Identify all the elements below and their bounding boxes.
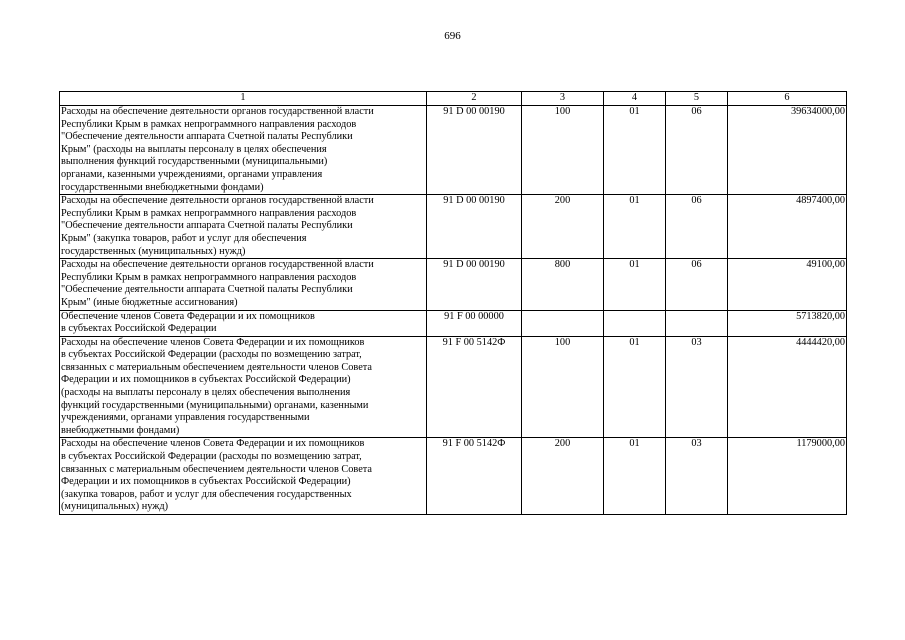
column-header-1: 1 — [60, 92, 427, 106]
row-target-code: 91 F 00 00000 — [427, 310, 522, 336]
row-target-code: 91 F 00 5142Ф — [427, 336, 522, 438]
table-row — [60, 106, 847, 195]
row-expense-type: 200 — [522, 195, 604, 259]
table-header-row — [60, 92, 847, 106]
row-target-code: 91 D 00 00190 — [427, 106, 522, 195]
row-description: Расходы на обеспечение членов Совета Федерации и их помощников в субъектах Российской Федерации (расходы по возмещению затрат, связанных с материальным обеспечением деятельности членов Совета Федерации и их помощников в субъектах Российской Федерации) (расходы на выплаты персоналу в целях обеспечения выполнения функций государственными (муниципальными) органами, казенными учреждениями, органами управления государственными внебюджетными фондами) — [60, 336, 427, 438]
row-subsection: 03 — [666, 438, 728, 515]
row-subsection: 06 — [666, 106, 728, 195]
row-amount: 5713820,00 — [728, 310, 847, 336]
row-expense-type: 100 — [522, 336, 604, 438]
row-expense-type — [522, 310, 604, 336]
table-row — [60, 438, 847, 515]
row-description: Расходы на обеспечение деятельности органов государственной власти Республики Крым в рамках непрограммного направления расходов "Обеспечение деятельности аппарата Счетной палаты Республики Крым" (иные бюджетные ассигнования) — [60, 259, 427, 310]
row-amount: 49100,00 — [728, 259, 847, 310]
table-row — [60, 336, 847, 438]
column-header-6: 6 — [728, 92, 847, 106]
row-section: 01 — [604, 438, 666, 515]
column-header-3: 3 — [522, 92, 604, 106]
row-expense-type: 100 — [522, 106, 604, 195]
table-row — [60, 259, 847, 310]
row-expense-type: 800 — [522, 259, 604, 310]
row-amount: 1179000,00 — [728, 438, 847, 515]
row-amount: 39634000,00 — [728, 106, 847, 195]
column-header-5: 5 — [666, 92, 728, 106]
row-subsection: 06 — [666, 195, 728, 259]
row-section: 01 — [604, 336, 666, 438]
row-subsection: 06 — [666, 259, 728, 310]
row-amount: 4444420,00 — [728, 336, 847, 438]
row-section: 01 — [604, 259, 666, 310]
row-section — [604, 310, 666, 336]
budget-table — [59, 91, 847, 515]
row-target-code: 91 D 00 00190 — [427, 259, 522, 310]
row-target-code: 91 F 00 5142Ф — [427, 438, 522, 515]
row-section: 01 — [604, 106, 666, 195]
column-header-4: 4 — [604, 92, 666, 106]
row-amount: 4897400,00 — [728, 195, 847, 259]
row-description: Расходы на обеспечение деятельности органов государственной власти Республики Крым в рамках непрограммного направления расходов "Обеспечение деятельности аппарата Счетной палаты Республики Крым" (закупка товаров, работ и услуг для обеспечения государственных (муниципальных) нужд) — [60, 195, 427, 259]
column-header-2: 2 — [427, 92, 522, 106]
page-number: 696 — [444, 30, 461, 42]
row-description: Обеспечение членов Совета Федерации и их помощников в субъектах Российской Федерации — [60, 310, 427, 336]
row-expense-type: 200 — [522, 438, 604, 515]
row-section: 01 — [604, 195, 666, 259]
table-row — [60, 310, 847, 336]
row-target-code: 91 D 00 00190 — [427, 195, 522, 259]
row-subsection — [666, 310, 728, 336]
table-row — [60, 195, 847, 259]
row-description: Расходы на обеспечение деятельности органов государственной власти Республики Крым в рамках непрограммного направления расходов "Обеспечение деятельности аппарата Счетной палаты Республики Крым" (расходы на выплаты персоналу в целях обеспечения выполнения функций государственными (муниципальными) органами, казенными учреждениями, органами управления государственными внебюджетными фондами) — [60, 106, 427, 195]
row-description: Расходы на обеспечение членов Совета Федерации и их помощников в субъектах Российской Федерации (расходы по возмещению затрат, связанных с материальным обеспечением деятельности членов Совета Федерации и их помощников в субъектах Российской Федерации) (закупка товаров, работ и услуг для обеспечения государственных (муниципальных) нужд) — [60, 438, 427, 515]
row-subsection: 03 — [666, 336, 728, 438]
